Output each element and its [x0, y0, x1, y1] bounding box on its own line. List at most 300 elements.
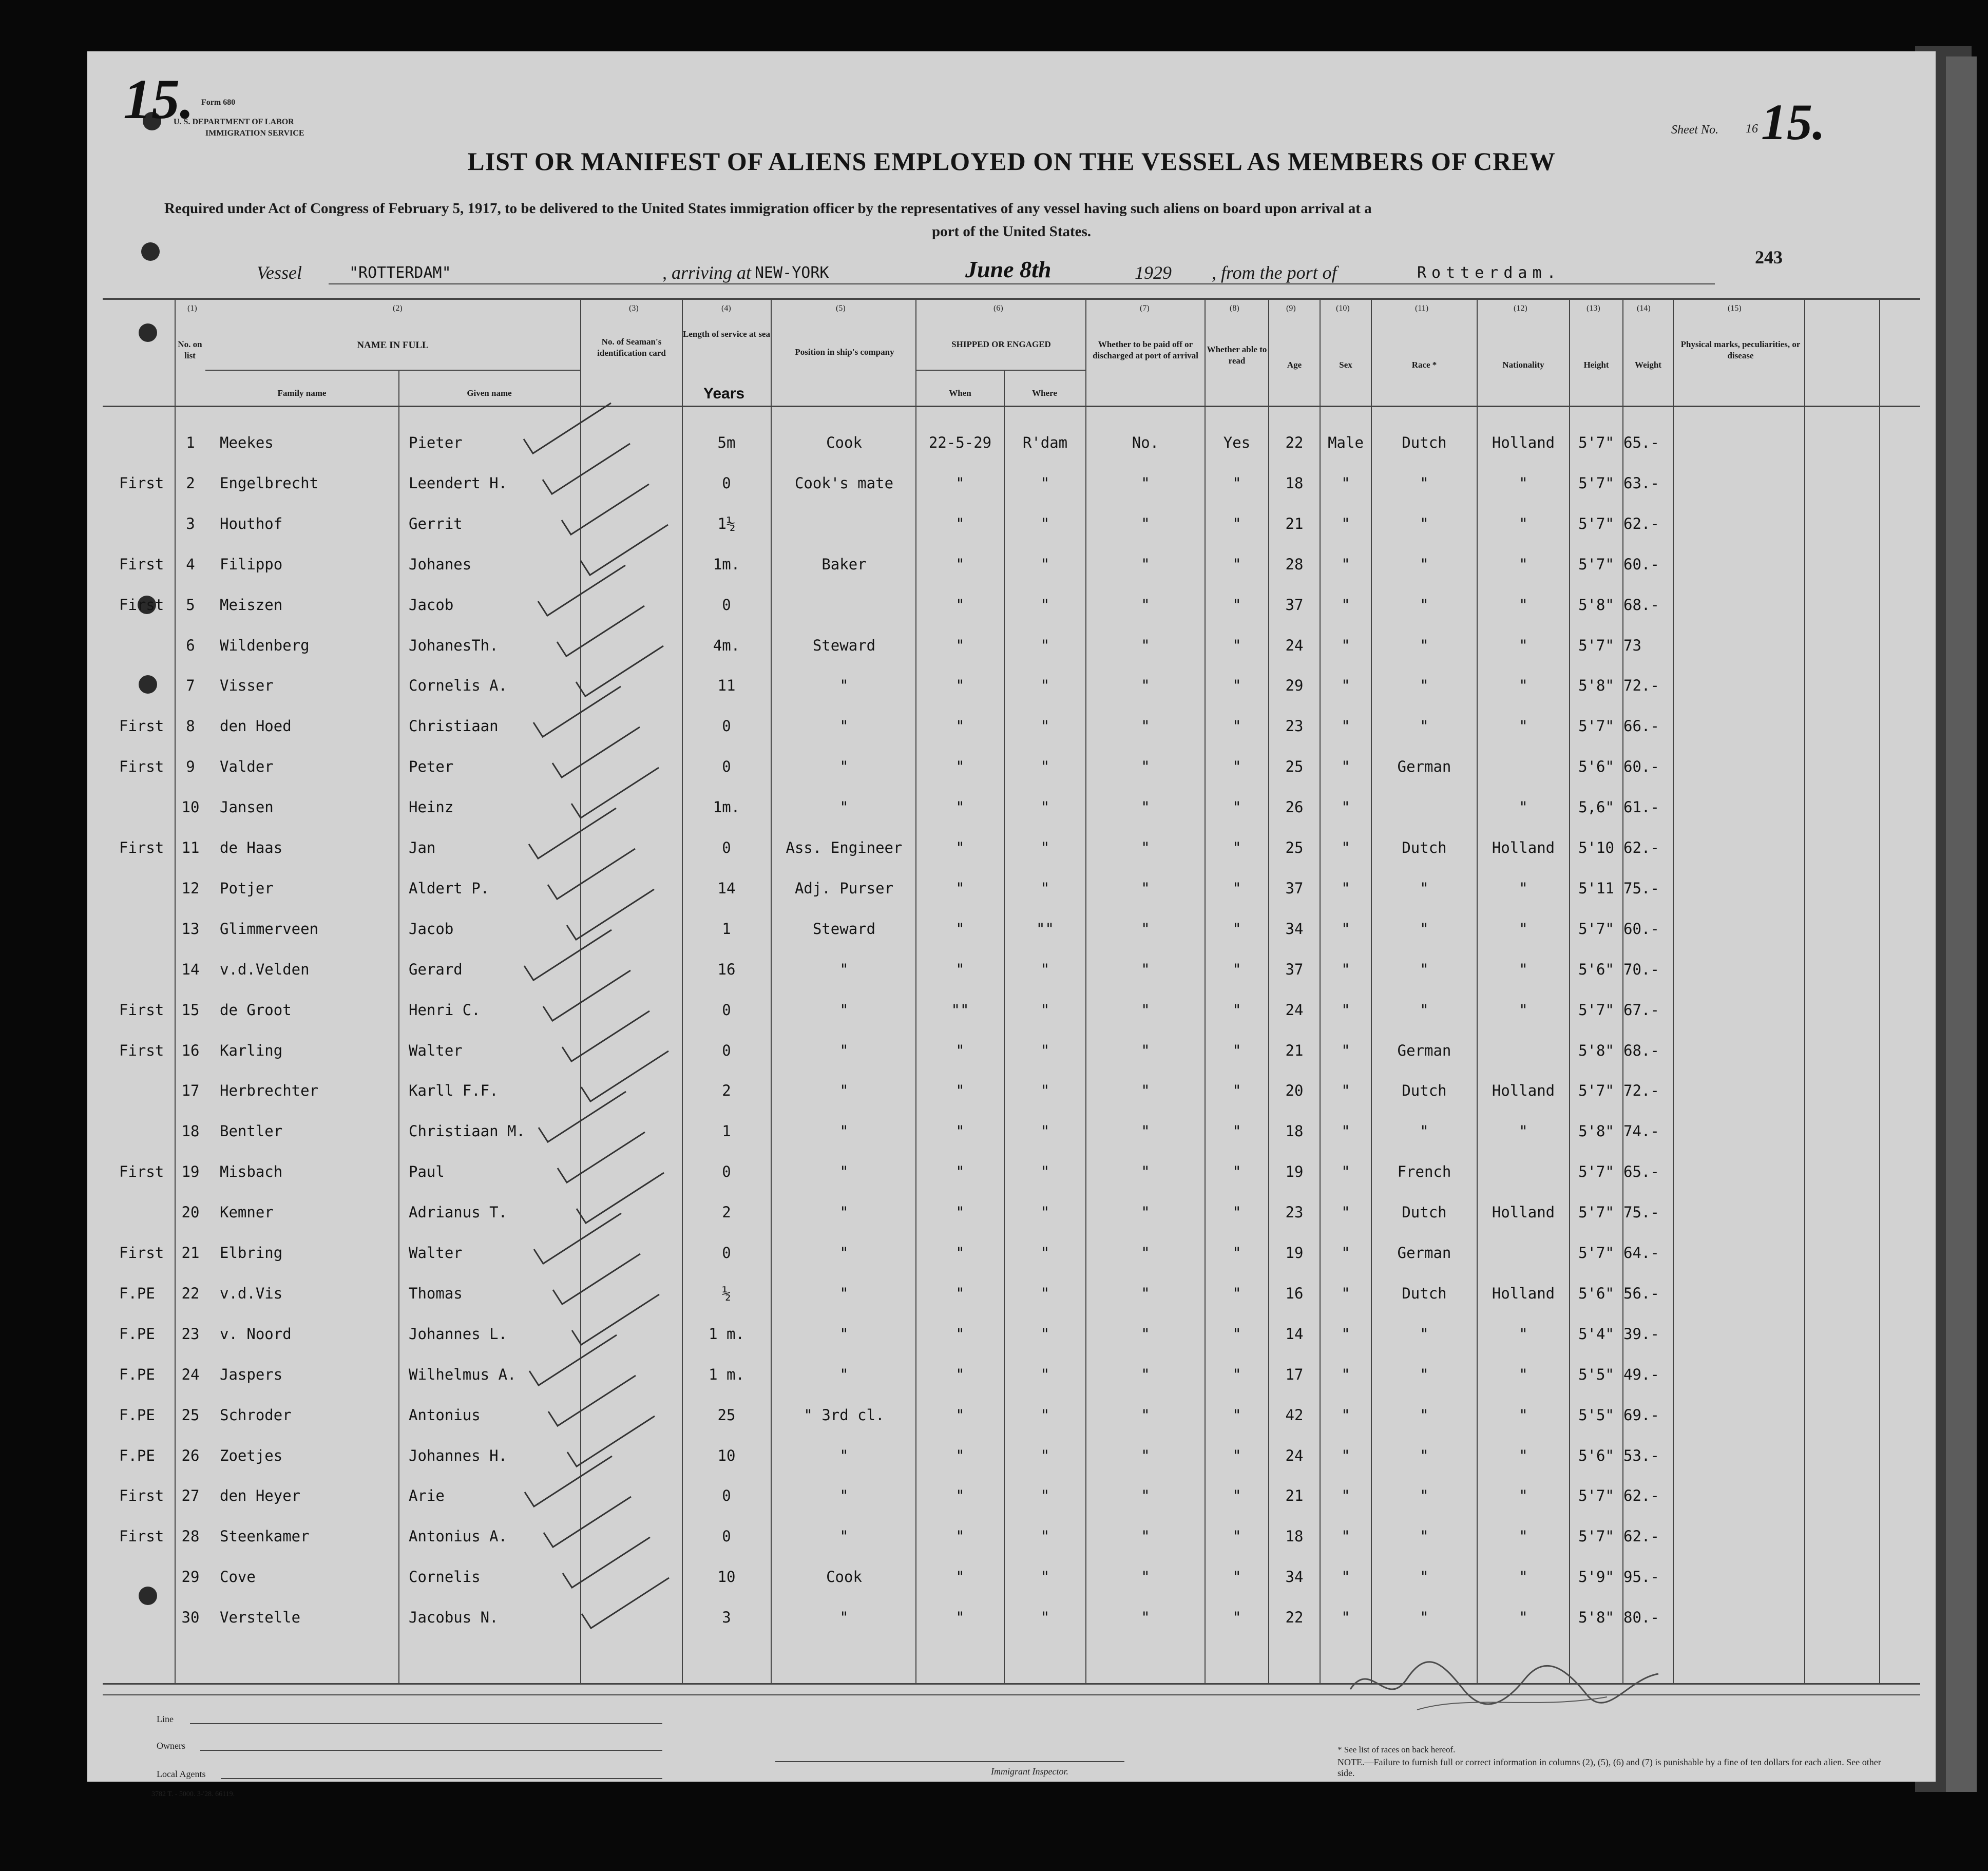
race-note: * See list of races on back hereof.: [1337, 1745, 1456, 1754]
row-29-family: Cove: [220, 1568, 256, 1586]
row-26-when: ": [955, 1447, 965, 1464]
checkmark: [529, 1335, 617, 1385]
row-20-where: ": [1040, 1204, 1050, 1221]
corner-sheet-number: 15.: [123, 68, 194, 130]
row-21-height: 5'7": [1578, 1244, 1614, 1262]
row-8-age: 23: [1285, 717, 1304, 735]
row-20-read: ": [1232, 1204, 1241, 1221]
row-28-position: ": [839, 1528, 849, 1545]
row-19-read: ": [1232, 1163, 1241, 1180]
row-27-paid: ": [1141, 1487, 1150, 1504]
col-4-header: Length of service at sea: [683, 329, 770, 339]
row-10-age: 26: [1285, 798, 1304, 816]
row-17-where: ": [1040, 1082, 1050, 1099]
row-25-given: Antonius: [409, 1406, 481, 1424]
row-20-no: 20: [181, 1204, 200, 1221]
row-26-read: ": [1232, 1447, 1241, 1464]
col-2-family-header: Family name: [277, 388, 327, 398]
row-4-trip: First: [119, 556, 164, 573]
row-18-when: ": [955, 1122, 965, 1140]
col-9-header: Age: [1287, 360, 1302, 370]
row-4-no: 4: [186, 556, 195, 573]
row-3-family: Houthof: [220, 515, 283, 532]
row-15-weight: 67.-: [1623, 1001, 1659, 1019]
row-2-service: 0: [722, 474, 731, 492]
row-4-height: 5'7": [1578, 556, 1614, 573]
row-19-position: ": [839, 1163, 849, 1180]
row-9-weight: 60.-: [1623, 758, 1659, 775]
row-20-weight: 75.-: [1623, 1204, 1659, 1221]
row-8-service: 0: [722, 717, 731, 735]
row-16-weight: 68.-: [1623, 1042, 1659, 1059]
row-16-sex: ": [1341, 1042, 1350, 1059]
row-17-given: Karll F.F.: [409, 1082, 499, 1099]
col-15-header: Physical marks, peculiarities, or disease: [1680, 339, 1801, 360]
col-5-number: (5): [836, 304, 846, 313]
row-19-when: ": [955, 1163, 965, 1180]
row-24-height: 5'5": [1578, 1366, 1614, 1383]
row-19-no: 19: [181, 1163, 200, 1180]
row-9-read: ": [1232, 758, 1241, 775]
row-26-nat: ": [1519, 1447, 1528, 1464]
row-10-read: ": [1232, 798, 1241, 816]
row-11-nat: Holland: [1492, 839, 1555, 856]
row-21-read: ": [1232, 1244, 1241, 1262]
row-21-family: Elbring: [220, 1244, 283, 1262]
row-2-sex: ": [1341, 474, 1350, 492]
row-28-when: ": [955, 1528, 965, 1545]
row-15-height: 5'7": [1578, 1001, 1614, 1019]
row-3-weight: 62.-: [1623, 515, 1659, 532]
checkmark: [572, 1294, 659, 1345]
owners-label: Owners: [157, 1741, 185, 1751]
arriving-label: , arriving at: [662, 262, 752, 283]
row-4-position: Baker: [821, 556, 867, 573]
row-10-given: Heinz: [409, 798, 454, 816]
row-6-race: ": [1420, 637, 1429, 654]
inspector-signature-rule: [775, 1761, 1124, 1762]
row-28-family: Steenkamer: [220, 1528, 310, 1545]
row-10-nat: ": [1519, 798, 1528, 816]
row-29-where: ": [1040, 1568, 1050, 1586]
col-4-years: Years: [703, 385, 745, 402]
row-14-service: 16: [717, 961, 736, 978]
row-30-service: 3: [722, 1609, 731, 1626]
col-12-number: (12): [1514, 304, 1527, 313]
col-14-header: Weight: [1635, 360, 1661, 370]
row-27-trip: First: [119, 1487, 164, 1504]
row-2-height: 5'7": [1578, 474, 1614, 492]
row-13-family: Glimmerveen: [220, 920, 319, 938]
row-25-weight: 69.-: [1623, 1406, 1659, 1424]
row-29-age: 34: [1285, 1568, 1304, 1586]
col-6-header: SHIPPED OR ENGAGED: [951, 339, 1051, 349]
row-13-no: 13: [181, 920, 200, 938]
row-30-nat: ": [1519, 1609, 1528, 1626]
row-3-when: ": [955, 515, 965, 532]
row-11-no: 11: [181, 839, 200, 856]
row-17-when: ": [955, 1082, 965, 1099]
row-8-where: ": [1040, 717, 1050, 735]
row-17-read: ": [1232, 1082, 1241, 1099]
col-13-header: Height: [1583, 360, 1609, 370]
row-2-race: ": [1420, 474, 1429, 492]
sheet-number: 15.: [1761, 93, 1825, 150]
print-code: 3782 T. - 5000. 3-'28. 66119.: [151, 1790, 235, 1798]
checkmark: [529, 808, 616, 858]
vessel-label: Vessel: [257, 262, 302, 283]
col-7-number: (7): [1140, 304, 1150, 313]
row-10-paid: ": [1141, 798, 1150, 816]
requirement-line-1: Required under Act of Congress of February 5, 1917, to be delivered to the United States immigration officer by the representatives of any vessel having such aliens on board upon arrival at a: [164, 200, 1372, 217]
row-19-trip: First: [119, 1163, 164, 1180]
row-7-no: 7: [186, 677, 195, 694]
row-1-where: R'dam: [1022, 434, 1068, 451]
col-15-number: (15): [1728, 304, 1742, 313]
row-24-read: ": [1232, 1366, 1241, 1383]
row-30-where: ": [1040, 1609, 1050, 1626]
row-17-nat: Holland: [1492, 1082, 1555, 1099]
row-30-read: ": [1232, 1609, 1241, 1626]
row-25-position: " 3rd cl.: [804, 1406, 885, 1424]
row-1-family: Meekes: [220, 434, 274, 451]
row-21-sex: ": [1341, 1244, 1350, 1262]
row-13-given: Jacob: [409, 920, 454, 938]
row-6-given: JohanesTh.: [409, 637, 499, 654]
row-28-given: Antonius A.: [409, 1528, 508, 1545]
row-15-trip: First: [119, 1001, 164, 1019]
row-4-read: ": [1232, 556, 1241, 573]
from-port-label: , from the port of: [1212, 262, 1337, 283]
row-25-trip: F.PE: [119, 1406, 155, 1424]
row-9-paid: ": [1141, 758, 1150, 775]
row-18-no: 18: [181, 1122, 200, 1140]
row-4-nat: ": [1519, 556, 1528, 573]
row-16-family: Karling: [220, 1042, 283, 1059]
row-30-no: 30: [181, 1609, 200, 1626]
checkmark: [539, 1092, 626, 1142]
row-1-height: 5'7": [1578, 434, 1614, 451]
row-16-read: ": [1232, 1042, 1241, 1059]
row-6-paid: ": [1141, 637, 1150, 654]
row-30-age: 22: [1285, 1609, 1304, 1626]
row-7-paid: ": [1141, 677, 1150, 694]
row-11-read: ": [1232, 839, 1241, 856]
checkmark: [581, 1051, 668, 1101]
row-1-given: Pieter: [409, 434, 463, 451]
row-22-race: Dutch: [1402, 1285, 1447, 1302]
row-25-paid: ": [1141, 1406, 1150, 1424]
col-9-number: (9): [1286, 304, 1296, 313]
row-28-paid: ": [1141, 1528, 1150, 1545]
row-5-height: 5'8": [1578, 596, 1614, 614]
checkmark: [581, 525, 668, 575]
col-6-number: (6): [993, 304, 1003, 313]
row-16-position: ": [839, 1042, 849, 1059]
row-6-read: ": [1232, 637, 1241, 654]
row-14-no: 14: [181, 961, 200, 978]
row-20-paid: ": [1141, 1204, 1150, 1221]
col-6-when-header: When: [949, 388, 971, 398]
row-9-no: 9: [186, 758, 195, 775]
row-12-weight: 75.-: [1623, 880, 1659, 897]
checkmark: [577, 1173, 664, 1223]
row-21-service: 0: [722, 1244, 731, 1262]
row-17-paid: ": [1141, 1082, 1150, 1099]
row-3-sex: ": [1341, 515, 1350, 532]
row-13-where: "": [1036, 920, 1054, 938]
row-7-position: ": [839, 677, 849, 694]
row-22-sex: ": [1341, 1285, 1350, 1302]
row-28-age: 18: [1285, 1528, 1304, 1545]
row-10-height: 5,6": [1578, 798, 1614, 816]
col-8-header: Whether able to read: [1207, 345, 1267, 366]
row-2-given: Leendert H.: [409, 474, 508, 492]
row-13-height: 5'7": [1578, 920, 1614, 938]
row-3-race: ": [1420, 515, 1429, 532]
row-4-family: Filippo: [220, 556, 283, 573]
checkmark: [582, 1578, 669, 1628]
row-18-given: Christiaan M.: [409, 1122, 525, 1140]
row-5-trip: First: [119, 596, 164, 614]
row-7-when: ": [955, 677, 965, 694]
row-17-race: Dutch: [1402, 1082, 1447, 1099]
manifest-sheet: [87, 51, 1936, 1798]
row-4-given: Johanes: [409, 556, 472, 573]
row-28-nat: ": [1519, 1528, 1528, 1545]
col-12-header: Nationality: [1502, 360, 1544, 370]
row-2-when: ": [955, 474, 965, 492]
row-19-age: 19: [1285, 1163, 1304, 1180]
row-1-when: 22-5-29: [928, 434, 992, 451]
row-22-height: 5'6": [1578, 1285, 1614, 1302]
checkmark: [576, 646, 663, 696]
row-14-given: Gerard: [409, 961, 463, 978]
row-14-height: 5'6": [1578, 961, 1614, 978]
row-29-read: ": [1232, 1568, 1241, 1586]
row-23-no: 23: [181, 1325, 200, 1343]
row-25-race: ": [1420, 1406, 1429, 1424]
row-23-nat: ": [1519, 1325, 1528, 1343]
row-30-sex: ": [1341, 1609, 1350, 1626]
checkmark: [567, 889, 654, 940]
row-9-position: ": [839, 758, 849, 775]
row-11-given: Jan: [409, 839, 436, 856]
row-16-trip: First: [119, 1042, 164, 1059]
row-24-given: Wilhelmus A.: [409, 1366, 517, 1383]
row-19-sex: ": [1341, 1163, 1350, 1180]
row-25-sex: ": [1341, 1406, 1350, 1424]
row-30-when: ": [955, 1609, 965, 1626]
row-9-family: Valder: [220, 758, 274, 775]
row-15-paid: ": [1141, 1001, 1150, 1019]
row-15-family: de Groot: [220, 1001, 292, 1019]
row-12-family: Potjer: [220, 880, 274, 897]
sheet-label: Sheet No.: [1671, 123, 1718, 137]
row-22-paid: ": [1141, 1285, 1150, 1302]
row-8-paid: ": [1141, 717, 1150, 735]
row-18-weight: 74.-: [1623, 1122, 1659, 1140]
checkmark: [543, 444, 630, 494]
checkmark: [548, 849, 635, 899]
row-29-race: ": [1420, 1568, 1429, 1586]
row-23-trip: F.PE: [119, 1325, 155, 1343]
row-13-nat: ": [1519, 920, 1528, 938]
row-4-paid: ": [1141, 556, 1150, 573]
row-16-where: ": [1040, 1042, 1050, 1059]
row-15-age: 24: [1285, 1001, 1304, 1019]
checkmark: [567, 1416, 655, 1466]
row-23-service: 1 m.: [709, 1325, 744, 1343]
row-28-where: ": [1040, 1528, 1050, 1545]
col-2-number: (2): [393, 304, 403, 313]
row-12-read: ": [1232, 880, 1241, 897]
row-18-paid: ": [1141, 1122, 1150, 1140]
col-8-number: (8): [1230, 304, 1239, 313]
row-5-service: 0: [722, 596, 731, 614]
checkmark: [553, 1254, 640, 1304]
row-14-weight: 70.-: [1623, 961, 1659, 978]
row-8-position: ": [839, 717, 849, 735]
row-15-read: ": [1232, 1001, 1241, 1019]
col-1-number: (1): [187, 304, 197, 313]
row-14-read: ": [1232, 961, 1241, 978]
penalty-note: NOTE.—Failure to furnish full or correct information in columns (2), (5), (6) and (7) is punishable by a fine of ten dollars for each alien. See other side.: [1337, 1757, 1881, 1778]
row-25-when: ": [955, 1406, 965, 1424]
row-13-read: ": [1232, 920, 1241, 938]
row-8-when: ": [955, 717, 965, 735]
row-19-where: ": [1040, 1163, 1050, 1180]
row-19-height: 5'7": [1578, 1163, 1614, 1180]
row-27-no: 27: [181, 1487, 200, 1504]
row-7-service: 11: [717, 677, 736, 694]
row-6-age: 24: [1285, 637, 1304, 654]
row-7-family: Visser: [220, 677, 274, 694]
row-2-weight: 63.-: [1623, 474, 1659, 492]
row-5-when: ": [955, 596, 965, 614]
row-30-weight: 80.-: [1623, 1609, 1659, 1626]
row-2-position: Cook's mate: [794, 474, 894, 492]
checkmark: [543, 970, 630, 1021]
row-8-trip: First: [119, 717, 164, 735]
row-11-paid: ": [1141, 839, 1150, 856]
row-13-service: 1: [722, 920, 731, 938]
row-27-height: 5'7": [1578, 1487, 1614, 1504]
row-14-race: ": [1420, 961, 1429, 978]
row-10-where: ": [1040, 798, 1050, 816]
row-23-given: Johannes L.: [409, 1325, 508, 1343]
row-20-when: ": [955, 1204, 965, 1221]
row-8-height: 5'7": [1578, 717, 1614, 735]
row-14-nat: ": [1519, 961, 1528, 978]
row-16-service: 0: [722, 1042, 731, 1059]
row-15-given: Henri C.: [409, 1001, 481, 1019]
col-11-header: Race *: [1411, 360, 1437, 370]
row-27-position: ": [839, 1487, 849, 1504]
row-13-when: ": [955, 920, 965, 938]
checkmarks-layer: [87, 51, 1936, 1782]
row-16-no: 16: [181, 1042, 200, 1059]
checkmark: [563, 1537, 650, 1588]
checkmark: [538, 565, 625, 616]
row-12-height: 5'11: [1578, 880, 1614, 897]
row-1-race: Dutch: [1402, 434, 1447, 451]
row-29-sex: ": [1341, 1568, 1350, 1586]
row-27-race: ": [1420, 1487, 1429, 1504]
checkmark: [558, 1132, 645, 1182]
row-1-paid: No.: [1132, 434, 1159, 451]
row-9-when: ": [955, 758, 965, 775]
row-15-no: 15: [181, 1001, 200, 1019]
row-8-read: ": [1232, 717, 1241, 735]
row-29-nat: ": [1519, 1568, 1528, 1586]
row-17-service: 2: [722, 1082, 731, 1099]
checkmark: [544, 1497, 631, 1547]
row-25-age: 42: [1285, 1406, 1304, 1424]
row-4-where: ": [1040, 556, 1050, 573]
row-11-race: Dutch: [1402, 839, 1447, 856]
row-1-nat: Holland: [1492, 434, 1555, 451]
row-15-position: ": [839, 1001, 849, 1019]
row-22-position: ": [839, 1285, 849, 1302]
row-27-sex: ": [1341, 1487, 1350, 1504]
row-22-no: 22: [181, 1285, 200, 1302]
form-title: LIST OR MANIFEST OF ALIENS EMPLOYED ON THE VESSEL AS MEMBERS OF CREW: [467, 147, 1556, 176]
row-1-weight: 65.-: [1623, 434, 1659, 451]
row-10-when: ": [955, 798, 965, 816]
row-28-no: 28: [181, 1528, 200, 1545]
checkmark: [525, 1456, 612, 1506]
row-12-age: 37: [1285, 880, 1304, 897]
row-4-age: 28: [1285, 556, 1304, 573]
row-17-age: 20: [1285, 1082, 1304, 1099]
row-27-weight: 62.-: [1623, 1487, 1659, 1504]
col-10-number: (10): [1336, 304, 1350, 313]
row-29-height: 5'9": [1578, 1568, 1614, 1586]
row-30-position: ": [839, 1609, 849, 1626]
row-5-where: ": [1040, 596, 1050, 614]
row-4-service: 1m.: [713, 556, 740, 573]
row-23-age: 14: [1285, 1325, 1304, 1343]
row-17-height: 5'7": [1578, 1082, 1614, 1099]
row-7-sex: ": [1341, 677, 1350, 694]
row-3-read: ": [1232, 515, 1241, 532]
row-30-race: ": [1420, 1609, 1429, 1626]
arrival-port: NEW-YORK: [755, 264, 829, 282]
row-22-service: ½: [722, 1285, 731, 1302]
row-8-weight: 66.-: [1623, 717, 1659, 735]
checkmark: [533, 686, 621, 737]
row-26-no: 26: [181, 1447, 200, 1464]
row-3-age: 21: [1285, 515, 1304, 532]
row-22-where: ": [1040, 1285, 1050, 1302]
row-9-where: ": [1040, 758, 1050, 775]
row-4-when: ": [955, 556, 965, 573]
row-23-race: ": [1420, 1325, 1429, 1343]
row-5-sex: ": [1341, 596, 1350, 614]
row-22-nat: Holland: [1492, 1285, 1555, 1302]
row-3-service: 1½: [717, 515, 736, 532]
row-26-sex: ": [1341, 1447, 1350, 1464]
row-25-where: ": [1040, 1406, 1050, 1424]
row-11-age: 25: [1285, 839, 1304, 856]
row-6-weight: 73: [1623, 637, 1641, 654]
row-7-height: 5'8": [1578, 677, 1614, 694]
row-11-height: 5'10: [1578, 839, 1614, 856]
row-9-age: 25: [1285, 758, 1304, 775]
owners-field-rule: [200, 1750, 662, 1751]
row-5-family: Meiszen: [220, 596, 283, 614]
